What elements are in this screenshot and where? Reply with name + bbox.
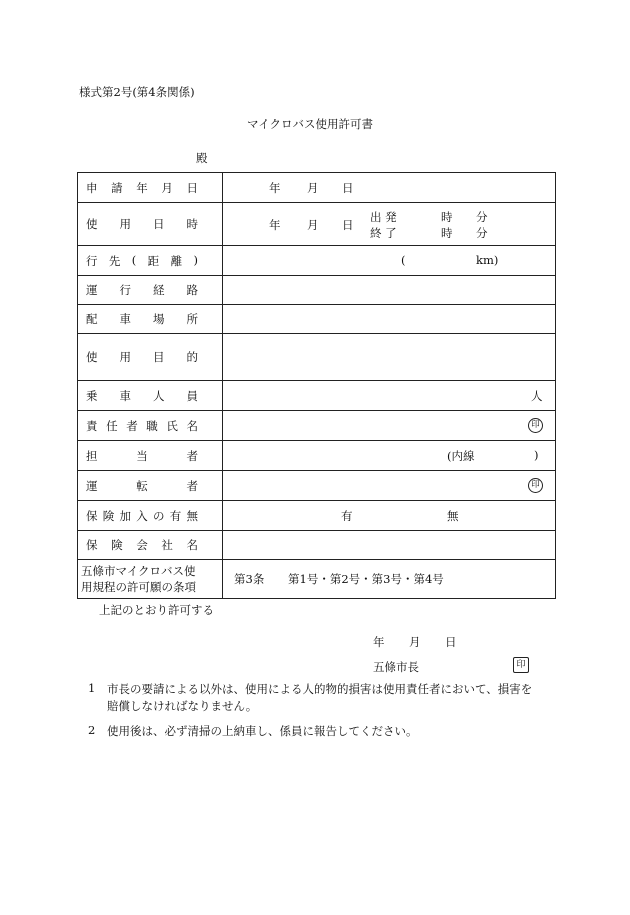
row-insurance [78,501,556,531]
value-passengers[interactable]: 人 [223,381,556,411]
end-label: 終 了 [370,226,397,240]
value-person-in-charge[interactable]: (内線 ) [223,441,556,471]
note-1-line2: 賠償しなければなりません。 [107,699,258,713]
value-driver[interactable] [223,471,556,501]
sign-month: 月 [409,635,421,649]
row-regulation [78,560,556,599]
row-dispatch-place [78,305,556,334]
approval-text: 上記のとおり許可する [99,603,214,617]
value-regulation[interactable]: 第3条 第1号・第2号・第3号・第4号 [223,560,556,599]
label-route: 運 行 経 路 [78,276,223,305]
row-destination [78,246,556,276]
label-destination: 行 先 ( 距 離 ) [78,246,223,276]
row-usage-datetime [78,203,556,246]
row-purpose [78,334,556,381]
value-destination[interactable]: ( km) [223,246,556,276]
label-purpose: 使 用 目 的 [78,334,223,381]
label-passengers: 乗 車 人 員 [78,381,223,411]
mayor-title: 五條市長 [373,660,419,674]
value-responsible[interactable] [223,411,556,441]
label-driver: 運 転 者 [78,471,223,501]
value-dispatch-place[interactable] [223,305,556,334]
value-route[interactable] [223,276,556,305]
note-1-number: 1 [88,681,96,695]
label-regulation: 五條市マイクロバス使 用規程の許可願の条項 [78,560,223,599]
form-number: 様式第2号(第4条関係) [79,85,195,99]
row-insurer [78,531,556,560]
row-person-in-charge [78,441,556,471]
label-responsible: 責 任 者 職 氏 名 [78,411,223,441]
insurance-yes[interactable]: 有 [341,509,353,523]
row-application-date [78,173,556,203]
row-driver [78,471,556,501]
value-usage-datetime[interactable]: 年 月 日 出 発 時 分 終 了 時 分 [223,203,556,246]
row-route [78,276,556,305]
note-1-line1: 市長の要請による以外は、使用による人的物的損害は使用責任者において、損害を [107,682,533,696]
note-2-number: 2 [88,723,96,737]
seal-icon: 印 [528,478,543,493]
label-application-date: 申 請 年 月 日 [78,173,223,203]
mayor-seal-icon: 印 [513,657,529,673]
row-passengers [78,381,556,411]
document-title: マイクロバス使用許可書 [247,117,374,131]
addressee-suffix: 殿 [196,151,208,165]
row-responsible [78,411,556,441]
sign-day: 日 [445,635,457,649]
label-usage-datetime: 使 用 日 時 [78,203,223,246]
value-insurer[interactable] [223,531,556,560]
value-purpose[interactable] [223,334,556,381]
value-application-date[interactable]: 年 月 日 [223,173,556,203]
label-dispatch-place: 配 車 場 所 [78,305,223,334]
value-insurance[interactable] [223,501,556,531]
seal-icon: 印 [528,418,543,433]
label-insurer: 保 険 会 社 名 [78,531,223,560]
note-2-line1: 使用後は、必ず清掃の上納車し、係員に報告してください。 [107,724,418,738]
sign-year: 年 [373,635,385,649]
permit-form-table [77,172,556,599]
label-person-in-charge: 担 当 者 [78,441,223,471]
label-insurance: 保 険 加 入 の 有 無 [78,501,223,531]
insurance-no[interactable]: 無 [447,509,459,523]
depart-label: 出 発 [370,210,397,224]
